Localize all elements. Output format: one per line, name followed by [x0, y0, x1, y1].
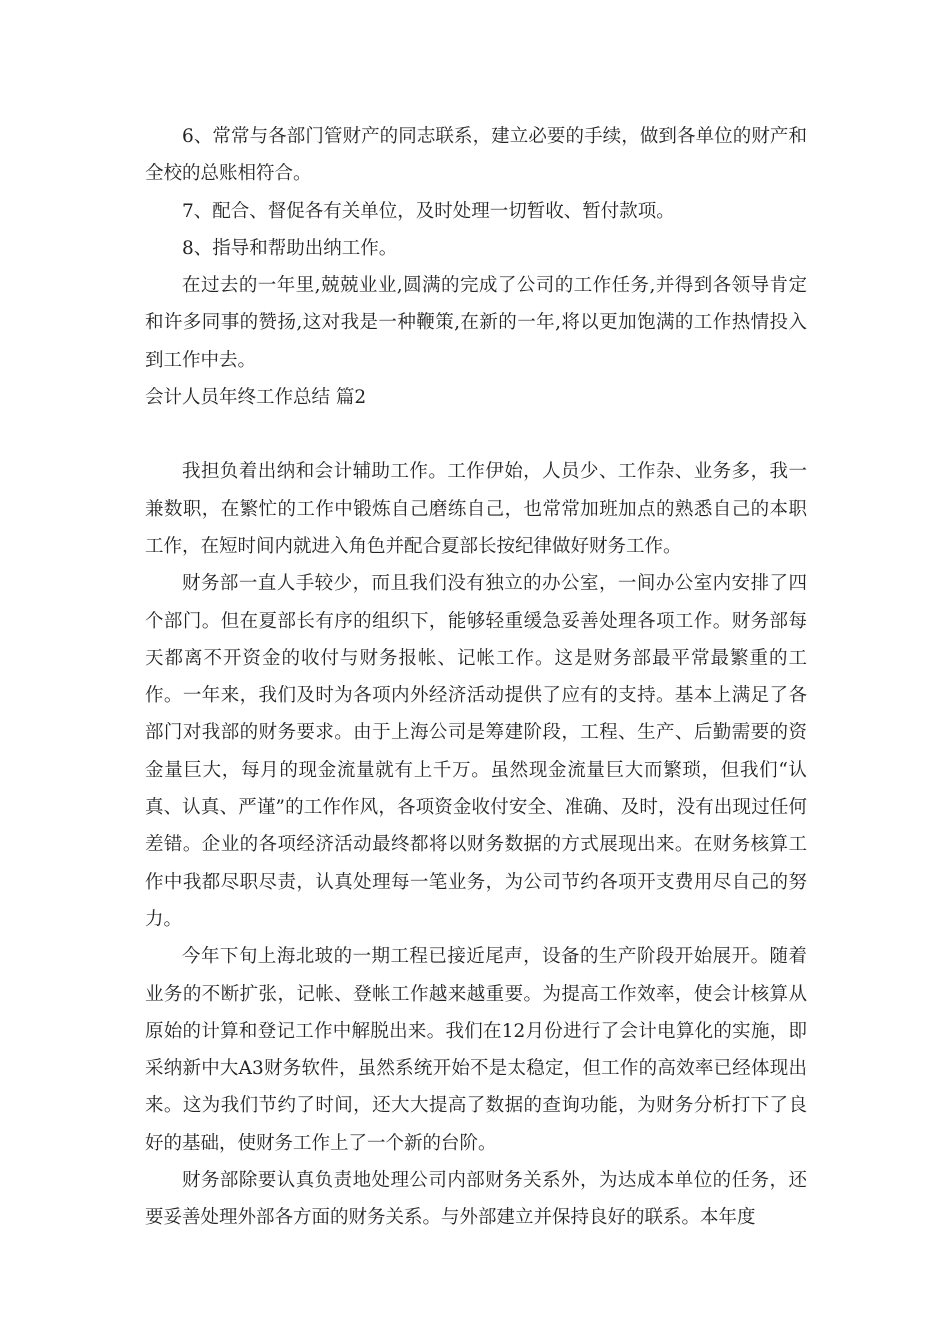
paragraph-item-8: 8、指导和帮助出纳工作。 [182, 237, 398, 259]
paragraph-closing: 在过去的一年里,兢兢业业,圆满的完成了公司的工作任务,并得到各领导肯定和许多同事的赞扬,这对我是一种鞭策,在新的一年,将以更加饱满的工作热情投入到工作中去。 [145, 275, 807, 371]
section-heading: 会计人员年终工作总结 篇2 [145, 387, 367, 409]
paragraph-item-6: 6、常常与各部门管财产的同志联系，建立必要的手续，做到各单位的财产和全校的总账相符合。 [145, 126, 807, 185]
section-spacer [145, 416, 807, 453]
paragraph-item-7: 7、配合、督促各有关单位，及时处理一切暂收、暂付款项。 [182, 200, 675, 222]
paragraph-computerization: 今年下旬上海北玻的一期工程已接近尾声，设备的生产阶段开始展开。随着业务的不断扩张，记帐、登帐工作越来越重要。为提高工作效率，使会计核算从原始的计算和登记工作中解脱出来。我们在12月份进行了会计电算化的实施，即采纳新中大A3财务软件，虽然系统开始不是太稳定，但工作的高效率已经体现出来。这为我们节约了时间，还大大提高了数据的查询功能，为财务分析打下了良好的基础，使财务工作上了一个新的台阶。 [145, 946, 807, 1154]
document-body [145, 118, 807, 1237]
paragraph-finance-dept: 财务部一直人手较少，而且我们没有独立的办公室，一间办公室内安排了四个部门。但在夏部长有序的组织下，能够轻重缓急妥善处理各项工作。财务部每天都离不开资金的收付与财务报帐、记帐工作。这是财务部最平常最繁重的工作。一年来，我们及时为各项内外经济活动提供了应有的支持。基本上满足了各部门对我部的财务要求。由于上海公司是筹建阶段，工程、生产、后勤需要的资金量巨大，每月的现金流量就有上千万。虽然现金流量巨大而繁琐，但我们“认真、认真、严谨”的工作作风，各项资金收付安全、准确、及时，没有出现过任何差错。企业的各项经济活动最终都将以财务数据的方式展现出来。在财务核算工作中我都尽职尽责，认真处理每一笔业务，为公司节约各项开支费用尽自己的努力。 [145, 573, 807, 930]
paragraph-external-relations: 财务部除要认真负责地处理公司内部财务关系外，为达成本单位的任务，还要妥善处理外部各方面的财务关系。与外部建立并保持良好的联系。本年度 [145, 1170, 807, 1229]
paragraph-intro: 我担负着出纳和会计辅助工作。工作伊始，人员少、工作杂、业务多，我一兼数职，在繁忙的工作中锻炼自己磨练自己，也常常加班加点的熟悉自己的本职工作，在短时间内就进入角色并配合夏部长按纪律做好财务工作。 [145, 461, 807, 557]
